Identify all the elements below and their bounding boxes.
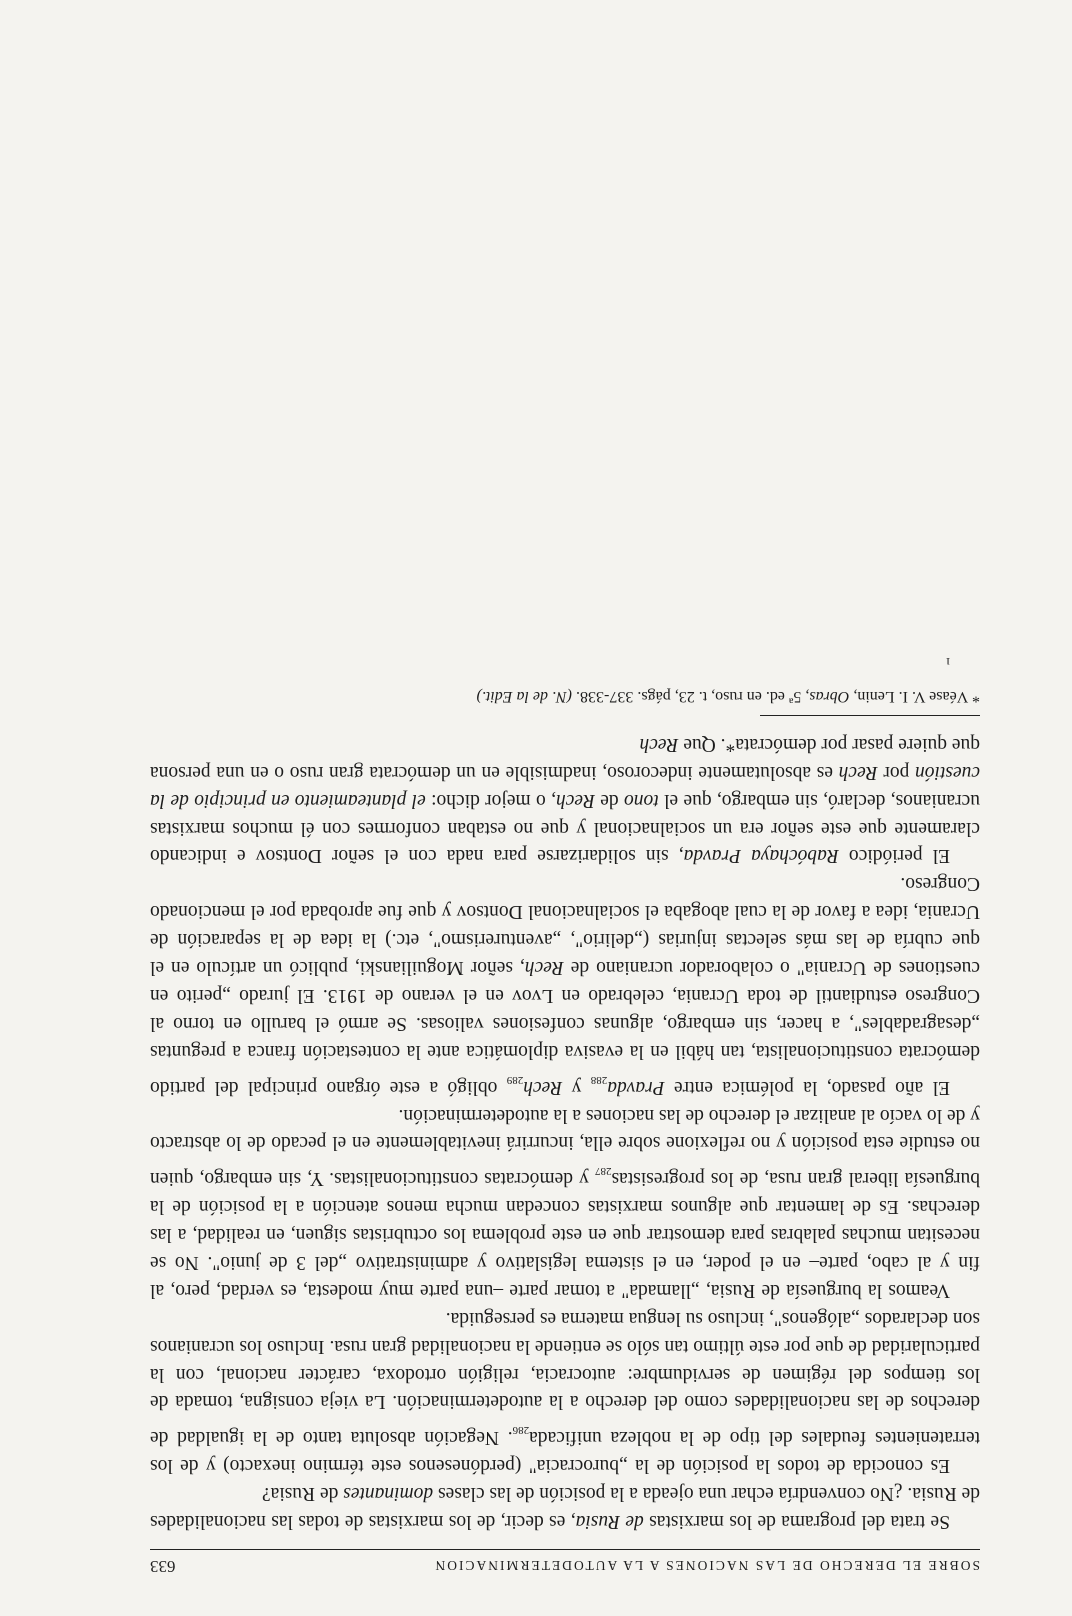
- text-segment: obligó a este órgano principal del partido demócrata constitucionalista, tan hábil en la evasiva diplomática ante la contestación franca a preguntas „desagradables", a hacer, sin embargo, algunas confesiones valiosas. Se armó el barullo en torno al Congreso estudiantil de toda Ucrania, celebrado en Lvov en el verano de 1913. El jurado „perito en cuestiones de Ucrania" o colaborador ucraniano de: [150, 957, 980, 1098]
- body-text: [150, 730, 980, 1535]
- text-segment: de Rusia?: [261, 1483, 344, 1505]
- text-segment: , 5ª ed. en ruso, t. 23, págs. 337-338.: [572, 687, 810, 705]
- text-segment: Es conocida de todos la posición de la „burocracia" (perdónesenos este término inexacto) y de los terratenientes feudales del tipo de la nobleza unificada: [150, 1427, 980, 1477]
- text-segment: de Rusia: [575, 1511, 644, 1532]
- text-segment: tono: [624, 789, 659, 811]
- edge-mark: ı: [946, 654, 950, 669]
- note-reference: 288: [590, 1073, 608, 1086]
- paragraph: [150, 869, 980, 1100]
- text-segment: el planteamiento en principio de la cuestión: [150, 761, 980, 811]
- text-segment: * Véase V. I. Lenin,: [849, 687, 980, 705]
- page-content: [150, 685, 980, 1576]
- text-segment: dominantes: [343, 1483, 434, 1505]
- text-segment: , es decir, de los marxistas de todas las nacionalidades de Rusia. ¿No convendría echar una ojeada a la posición de las clases: [150, 1483, 980, 1532]
- text-segment: Veamos la burguesía de Rusia, „llamada" a tomar parte –una parte muy modesta, es verdad, pero, al fin y al cabo, parte– en el poder, en el sistema legislativo y administrativo „del 3 de junio". No se necesitan muchas palabras para demostrar que en este problema los octubristas siguen, en realidad, a las derechas. Es de lamentar que algunos marxistas concedan mucha menos atención a la posición de la burguesía liberal gran rusa, de los progresistas: [150, 1168, 980, 1301]
- text-segment: . Negación absoluta tanto de la igualdad de derechos de las nacionalidades como del derecho a la autodeterminación. La vieja consigna, tomada de los tiempos del régimen de servidumbre: autocracia, religión ortodoxa, carácter nacional, con la particularidad de que por este último tan sólo se entiende la nacionalidad gran rusa. Incluso los ucranianos son declarados „alógenos", incluso su lengua materna es perseguida.: [150, 1307, 980, 1449]
- text-segment: , sin solidarizarse para nada con el señor Dontsov e indicando claramente que este señor era un socialnacional y que no estaban conformes con él muchos marxistas ucranianos, declaró, sin embargo, que el: [149, 789, 980, 867]
- text-segment: Obras: [809, 687, 850, 705]
- text-segment: y: [562, 1076, 591, 1098]
- page-number: 633: [150, 1557, 176, 1576]
- note-reference: 289: [506, 1073, 524, 1086]
- text-segment: El periódico: [838, 845, 950, 867]
- header-title: SOBRE EL DERECHO DE LAS NACIONES A LA AUTODETERMINACION: [433, 1558, 980, 1573]
- text-segment: de: [594, 789, 625, 811]
- paragraph: [150, 1304, 980, 1479]
- text-segment: Rech: [838, 761, 878, 783]
- text-segment: , o mejor dicho:: [425, 789, 556, 811]
- text-segment: Pravda: [607, 1076, 665, 1098]
- note-reference: 287: [595, 1165, 612, 1178]
- text-segment: Rabóchaya Pravda: [683, 845, 839, 867]
- footnote-divider: [760, 715, 980, 716]
- running-header: [150, 1549, 980, 1576]
- text-segment: Rech: [639, 733, 679, 755]
- text-segment: El año pasado, la polémica entre: [664, 1076, 950, 1098]
- note-reference: 286: [512, 1424, 530, 1437]
- paragraph: [150, 1101, 980, 1304]
- text-segment: es absolutamente indecoroso, inadmisible en un demócrata gran ruso o en una persona que quiere pasar por demócrata*. Que: [150, 733, 980, 783]
- footnote: [150, 685, 980, 707]
- text-segment: , señor Moguilianski, publicó un artículo en el que cubría de las más selectas injurias („delirio", „aventurerismo", etc.) la idea de la separación de Ucrania, idea a favor de la cual abogaba el socialnacional Dontsov y que fue aprobada por el mencionado Congreso.: [149, 873, 980, 979]
- text-segment: Rech: [523, 1076, 563, 1098]
- text-segment: y demócratas constitucionalistas. Y, sin embargo, quien no estudie esta posición y no reflexione sobre ella, incurrirá inevitablemente en el pecado de lo abstracto y de lo vacío al analizar el derecho de las naciones a la autodeterminación.: [150, 1104, 980, 1190]
- text-segment: Se trata del programa de los marxistas: [643, 1511, 950, 1532]
- paragraph: [150, 730, 980, 870]
- paragraph: [150, 1479, 980, 1535]
- text-segment: (N. de la Edit.): [476, 687, 573, 705]
- text-segment: Rech: [524, 957, 564, 979]
- text-segment: por: [877, 761, 916, 783]
- text-segment: Rech: [555, 789, 595, 811]
